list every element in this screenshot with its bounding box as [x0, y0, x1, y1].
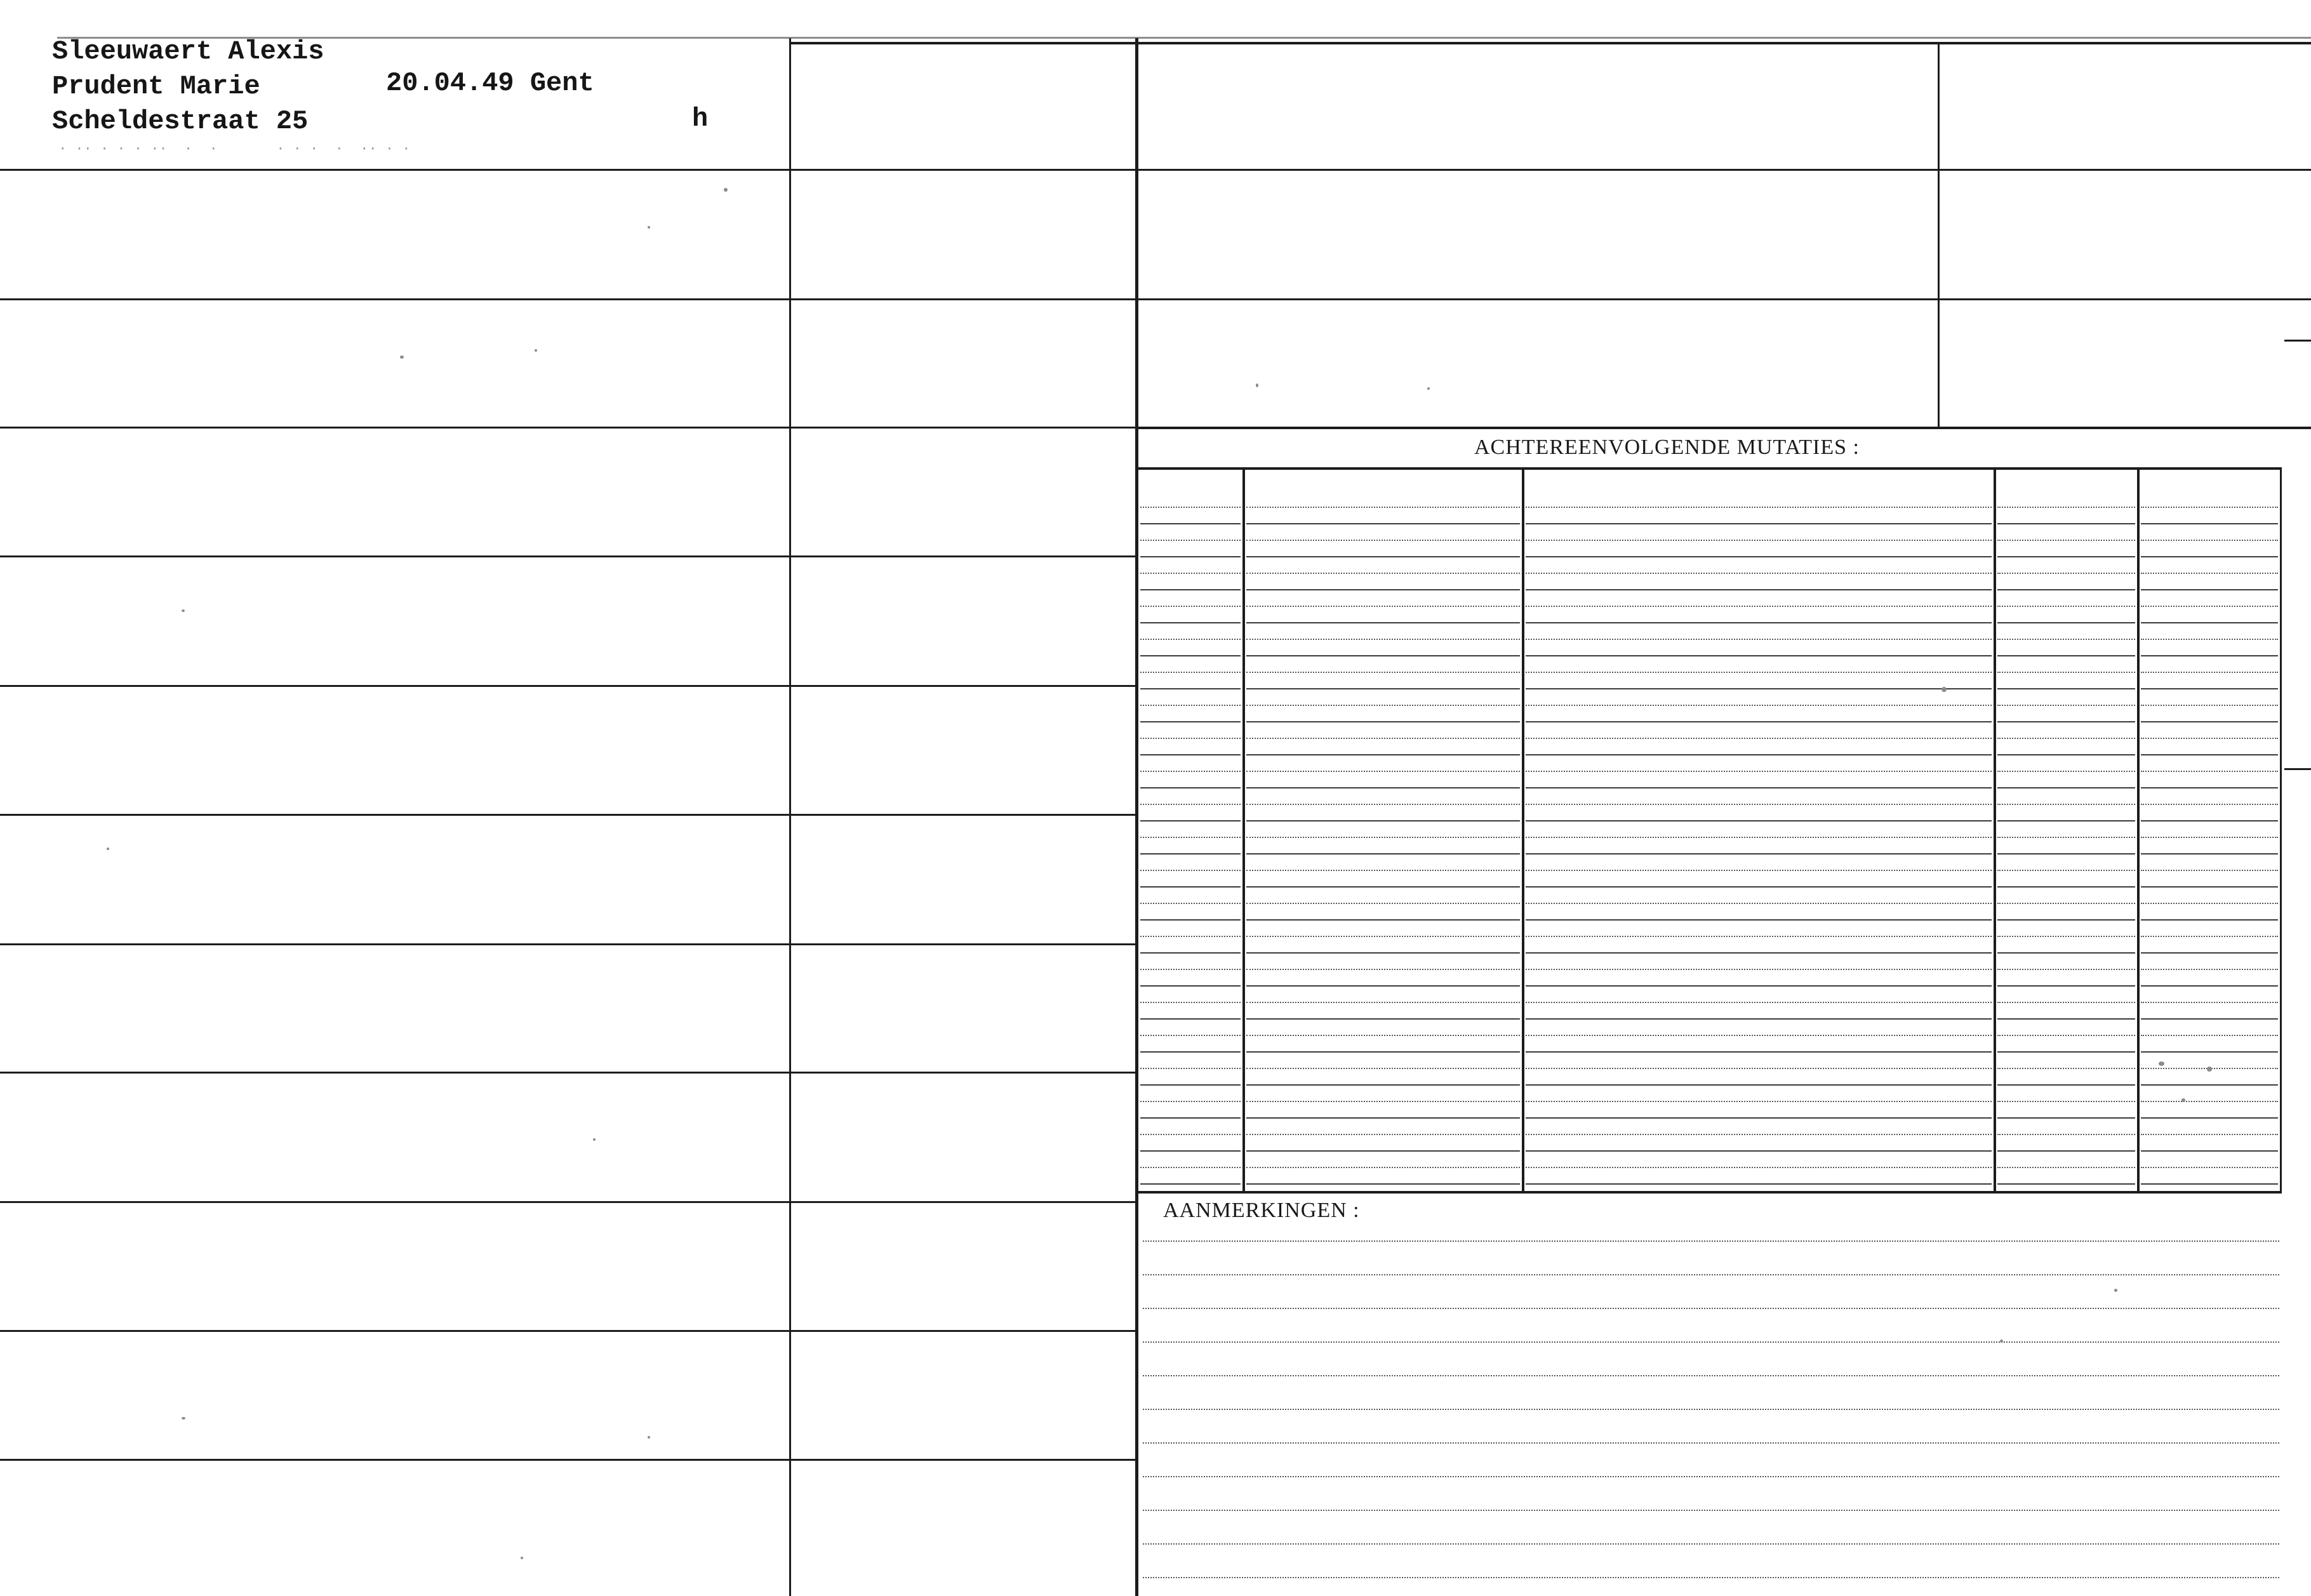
mutation-rule	[2141, 853, 2278, 855]
scan-speck	[182, 609, 185, 612]
mutation-rule	[1140, 738, 1241, 739]
remark-rule	[1143, 1510, 2279, 1511]
remarks-heading: AANMERKINGEN :	[1163, 1199, 1360, 1222]
remark-rule	[1143, 1274, 2279, 1275]
mutation-rule	[1140, 787, 1241, 788]
mutation-rule	[2141, 1101, 2278, 1102]
mutation-rule	[1997, 985, 2135, 987]
mutation-rule	[1246, 936, 1520, 937]
mutation-rule	[1140, 721, 1241, 722]
mutation-rule	[2141, 1035, 2278, 1036]
mutation-rule	[1997, 1084, 2135, 1086]
mutation-rule	[1246, 721, 1520, 722]
mutation-rule	[1526, 589, 1992, 590]
mutation-rule	[1140, 688, 1241, 689]
faded-typed-line: · ·· · · · ·· · · · · · · ·· · ·	[58, 141, 411, 157]
mutation-rule	[1997, 804, 2135, 805]
mutation-rule	[1997, 606, 2135, 607]
mutations-col-line	[1242, 470, 1245, 1191]
mutation-rule	[1526, 606, 1992, 607]
mutation-rule	[1526, 1150, 1992, 1152]
left-row-line	[0, 1201, 1136, 1203]
mutation-rule	[1997, 1002, 2135, 1003]
mutation-rule	[1140, 754, 1241, 755]
mutation-rule	[1246, 820, 1520, 821]
mutation-rule	[1526, 1018, 1992, 1020]
mutation-rule	[1997, 1051, 2135, 1053]
mutation-rule	[2141, 1134, 2278, 1135]
mutation-rule	[1246, 1018, 1520, 1020]
scan-speck	[1427, 387, 1430, 390]
mutation-rule	[1140, 1051, 1241, 1053]
mutation-rule	[1526, 903, 1992, 904]
remark-rule	[1143, 1409, 2279, 1410]
mutation-rule	[2141, 1117, 2278, 1119]
top-edge-line	[57, 37, 2311, 39]
scan-speck	[648, 1436, 650, 1439]
mutations-col-line	[1522, 470, 1524, 1191]
mutations-table-bottom	[1138, 1191, 2281, 1194]
left-row-line	[0, 555, 1136, 557]
typed-date-place: 20.04.49 Gent	[386, 68, 594, 98]
scan-speck	[2114, 1289, 2117, 1292]
mutation-rule	[1997, 589, 2135, 590]
mutation-rule	[2141, 523, 2278, 524]
mutation-rule	[1246, 952, 1520, 954]
mutation-rule	[1246, 540, 1520, 541]
mutation-rule	[2141, 556, 2278, 557]
mutation-rule	[1140, 672, 1241, 673]
mutation-rule	[1140, 952, 1241, 954]
mutation-rule	[1997, 688, 2135, 689]
left-row-line	[0, 298, 1136, 300]
mutation-rule	[2141, 820, 2278, 821]
mutation-rule	[1140, 606, 1241, 607]
mutation-rule	[2141, 919, 2278, 921]
mutation-rule	[1526, 969, 1992, 970]
remark-rule	[1143, 1543, 2279, 1545]
mutation-rule	[2141, 771, 2278, 772]
left-row-line	[0, 1330, 1136, 1332]
mutation-rule	[1246, 886, 1520, 888]
mutation-rule	[1140, 853, 1241, 855]
left-row-line	[0, 1072, 1136, 1074]
scan-speck	[2159, 1061, 2164, 1066]
mutation-rule	[2141, 721, 2278, 722]
mutation-rule	[1140, 523, 1241, 524]
mutation-rule	[1140, 1134, 1241, 1135]
mutation-rule	[2141, 1183, 2278, 1185]
scan-speck	[1941, 687, 1947, 692]
mutation-rule	[2141, 985, 2278, 987]
mutation-rule	[1140, 820, 1241, 821]
right-upper-line	[1138, 298, 2311, 300]
mutation-rule	[1526, 1117, 1992, 1119]
mutation-rule	[1526, 787, 1992, 788]
mutation-rule	[1997, 1183, 2135, 1185]
mutation-rule	[1246, 1002, 1520, 1003]
mutation-rule	[2141, 606, 2278, 607]
mutation-rule	[2141, 969, 2278, 970]
mutation-rule	[1246, 853, 1520, 855]
mutation-rule	[1526, 936, 1992, 937]
mutation-rule	[1246, 787, 1520, 788]
mutation-rule	[1526, 771, 1992, 772]
mutation-rule	[2141, 589, 2278, 590]
mutation-rule	[1526, 540, 1992, 541]
mutation-rule	[1140, 936, 1241, 937]
scan-speck	[535, 349, 537, 352]
mutation-rule	[1246, 507, 1520, 508]
scan-speck	[182, 1417, 185, 1420]
mutation-rule	[2141, 507, 2278, 508]
mutation-rule	[1526, 1134, 1992, 1135]
remark-rule	[1143, 1308, 2279, 1309]
mutations-table-top	[1138, 467, 2281, 470]
mutation-rule	[1246, 903, 1520, 904]
mutation-rule	[1997, 754, 2135, 755]
mutation-rule	[1997, 1068, 2135, 1069]
mutation-rule	[1997, 952, 2135, 954]
left-row-line	[0, 685, 1136, 687]
mutation-rule	[1246, 573, 1520, 574]
mutations-heading: ACHTEREENVOLGENDE MUTATIES :	[1474, 436, 1860, 459]
mutation-rule	[1526, 639, 1992, 640]
mutation-rule	[1997, 1101, 2135, 1102]
mutation-rule	[1246, 1150, 1520, 1152]
mutation-rule	[1997, 903, 2135, 904]
scan-speck	[107, 848, 109, 850]
mutation-rule	[1246, 985, 1520, 987]
mutation-rule	[1140, 1035, 1241, 1036]
scan-speck	[593, 1138, 596, 1141]
mutation-rule	[1140, 705, 1241, 706]
mutation-rule	[2141, 738, 2278, 739]
mutation-rule	[1140, 622, 1241, 623]
main-divider	[1135, 38, 1138, 1596]
mutation-rule	[1140, 1101, 1241, 1102]
mutation-rule	[1246, 738, 1520, 739]
mutation-rule	[1140, 1018, 1241, 1020]
scan-speck	[2000, 1340, 2003, 1343]
mutation-rule	[1140, 837, 1241, 838]
mutation-rule	[1140, 1117, 1241, 1119]
scan-speck	[2207, 1067, 2212, 1072]
mutation-rule	[1997, 523, 2135, 524]
mutation-rule	[2141, 804, 2278, 805]
mutation-rule	[2141, 837, 2278, 838]
mutation-rule	[1526, 1167, 1992, 1168]
mutation-rule	[1140, 1183, 1241, 1185]
mutation-rule	[1526, 523, 1992, 524]
mutation-rule	[1997, 639, 2135, 640]
right-upper-divider	[1938, 42, 1940, 427]
edge-tick	[2284, 768, 2311, 770]
mutation-rule	[1246, 655, 1520, 656]
mutation-rule	[1526, 837, 1992, 838]
mutation-rule	[2141, 903, 2278, 904]
mutation-rule	[1140, 507, 1241, 508]
left-column-divider	[789, 38, 791, 1596]
mutation-rule	[1526, 573, 1992, 574]
mutation-rule	[1246, 837, 1520, 838]
remark-rule	[1143, 1577, 2279, 1578]
mutation-rule	[1140, 639, 1241, 640]
mutation-rule	[1997, 969, 2135, 970]
mutation-rule	[1997, 886, 2135, 888]
mutation-rule	[1246, 1134, 1520, 1135]
scan-speck	[1256, 383, 1258, 387]
mutation-rule	[1140, 1167, 1241, 1168]
mutation-rule	[1526, 886, 1992, 888]
mutation-rule	[1246, 870, 1520, 871]
mutation-rule	[2141, 639, 2278, 640]
mutation-rule	[2141, 1084, 2278, 1086]
mutation-rule	[1140, 655, 1241, 656]
mutation-rule	[1526, 1035, 1992, 1036]
mutation-rule	[2141, 886, 2278, 888]
mutation-rule	[1246, 556, 1520, 557]
remark-rule	[1143, 1442, 2279, 1444]
mutation-rule	[2141, 672, 2278, 673]
left-row-line	[0, 169, 1136, 171]
mutation-rule	[1997, 721, 2135, 722]
mutation-rule	[1526, 507, 1992, 508]
mutation-rule	[1246, 969, 1520, 970]
mutation-rule	[1997, 936, 2135, 937]
mutation-rule	[1997, 556, 2135, 557]
mutation-rule	[1997, 771, 2135, 772]
mutation-rule	[1246, 1101, 1520, 1102]
mutation-rule	[1140, 919, 1241, 921]
mutation-rule	[1246, 639, 1520, 640]
mutation-rule	[1526, 820, 1992, 821]
mutation-rule	[1140, 1150, 1241, 1152]
mutation-rule	[1526, 1002, 1992, 1003]
scan-speck	[648, 226, 650, 229]
mutation-rule	[1997, 787, 2135, 788]
mutation-rule	[1140, 1084, 1241, 1086]
mutation-rule	[2141, 952, 2278, 954]
mutation-rule	[1246, 771, 1520, 772]
mutation-rule	[2141, 655, 2278, 656]
mutation-rule	[2141, 705, 2278, 706]
mutation-rule	[2141, 754, 2278, 755]
mutation-rule	[1997, 705, 2135, 706]
scan-speck	[521, 1557, 523, 1559]
mutation-rule	[1526, 1101, 1992, 1102]
remark-rule	[1143, 1341, 2279, 1343]
mutation-rule	[1526, 853, 1992, 855]
remark-rule	[1143, 1375, 2279, 1376]
mutation-rule	[2141, 688, 2278, 689]
mutation-rule	[1997, 853, 2135, 855]
mutation-rule	[1997, 655, 2135, 656]
mutation-rule	[1246, 1117, 1520, 1119]
mutations-col-line	[1994, 470, 1996, 1191]
mutation-rule	[1246, 804, 1520, 805]
mutation-rule	[1526, 1068, 1992, 1069]
mutation-rule	[1140, 540, 1241, 541]
mutation-rule	[1526, 1183, 1992, 1185]
mutation-rule	[1140, 573, 1241, 574]
scan-speck	[400, 356, 404, 359]
mutation-rule	[1526, 804, 1992, 805]
mutation-rule	[1140, 870, 1241, 871]
mutation-rule	[2141, 787, 2278, 788]
mutation-rule	[1246, 705, 1520, 706]
mutation-rule	[1140, 886, 1241, 888]
mutation-rule	[1526, 556, 1992, 557]
remark-rule	[1143, 1476, 2279, 1477]
mutation-rule	[2141, 870, 2278, 871]
mutation-rule	[1140, 804, 1241, 805]
typed-address: Scheldestraat 25	[52, 106, 309, 136]
mutation-rule	[1140, 969, 1241, 970]
mutation-rule	[1997, 1167, 2135, 1168]
mutation-rule	[2141, 573, 2278, 574]
mutation-rule	[1246, 589, 1520, 590]
mutation-rule	[1526, 622, 1992, 623]
mutation-rule	[1246, 1084, 1520, 1086]
mutation-rule	[1997, 1150, 2135, 1152]
mutation-rule	[1246, 1035, 1520, 1036]
mutation-rule	[1526, 721, 1992, 722]
edge-tick	[2284, 340, 2311, 342]
mutation-rule	[1526, 754, 1992, 755]
mutation-rule	[1997, 738, 2135, 739]
mutation-rule	[1997, 507, 2135, 508]
mutation-rule	[1997, 870, 2135, 871]
mutation-rule	[1526, 738, 1992, 739]
mutation-rule	[1526, 952, 1992, 954]
mutation-rule	[1997, 1134, 2135, 1135]
remark-rule	[1143, 1240, 2279, 1242]
mutation-rule	[2141, 622, 2278, 623]
mutation-rule	[1140, 1068, 1241, 1069]
mutation-rule	[1140, 556, 1241, 557]
mutations-right-edge	[2280, 467, 2282, 1194]
typed-mark: h	[692, 103, 709, 134]
mutation-rule	[1526, 705, 1992, 706]
mutation-rule	[2141, 936, 2278, 937]
mutation-rule	[1246, 1051, 1520, 1053]
mutation-rule	[1246, 622, 1520, 623]
left-row-line	[0, 943, 1136, 945]
left-row-line	[0, 427, 1136, 429]
mutation-rule	[1246, 672, 1520, 673]
mutations-col-line	[2137, 470, 2140, 1191]
mutation-rule	[1526, 655, 1992, 656]
mutation-rule	[1526, 672, 1992, 673]
mutation-rule	[1997, 672, 2135, 673]
mutation-rule	[1246, 919, 1520, 921]
mutation-rule	[1246, 1183, 1520, 1185]
right-upper-line	[1138, 169, 2311, 171]
mutation-rule	[1140, 985, 1241, 987]
mutation-rule	[1526, 985, 1992, 987]
mutation-rule	[1997, 1035, 2135, 1036]
mutation-rule	[1526, 870, 1992, 871]
mutation-rule	[1246, 688, 1520, 689]
scan-speck	[724, 188, 728, 192]
mutation-rule	[1246, 606, 1520, 607]
mutation-rule	[1997, 1018, 2135, 1020]
mutation-rule	[1140, 771, 1241, 772]
mutation-rule	[1997, 622, 2135, 623]
mutation-rule	[2141, 540, 2278, 541]
mutation-rule	[1246, 754, 1520, 755]
mutation-rule	[1140, 589, 1241, 590]
right-upper-bottom	[1138, 427, 2311, 429]
mutation-rule	[1997, 837, 2135, 838]
mutation-rule	[1526, 1051, 1992, 1053]
mutation-rule	[2141, 1002, 2278, 1003]
mutation-rule	[1526, 919, 1992, 921]
left-row-line	[0, 814, 1136, 816]
mutation-rule	[1140, 1002, 1241, 1003]
mutation-rule	[1246, 1167, 1520, 1168]
mutation-rule	[1997, 820, 2135, 821]
mutation-rule	[1246, 1068, 1520, 1069]
mutation-rule	[2141, 1051, 2278, 1053]
top-border	[790, 42, 2311, 44]
mutation-rule	[1997, 919, 2135, 921]
mutation-rule	[1526, 688, 1992, 689]
left-row-line	[0, 1459, 1136, 1461]
mutation-rule	[2141, 1167, 2278, 1168]
mutation-rule	[1997, 540, 2135, 541]
mutation-rule	[2141, 1150, 2278, 1152]
mutation-rule	[2141, 1018, 2278, 1020]
mutation-rule	[1140, 903, 1241, 904]
typed-name-2: Prudent Marie	[52, 71, 260, 102]
mutation-rule	[1526, 1084, 1992, 1086]
typed-name-1: Sleeuwaert Alexis	[52, 36, 324, 67]
mutation-rule	[1997, 573, 2135, 574]
mutation-rule	[1246, 523, 1520, 524]
scan-speck	[2181, 1098, 2185, 1102]
mutation-rule	[1997, 1117, 2135, 1119]
